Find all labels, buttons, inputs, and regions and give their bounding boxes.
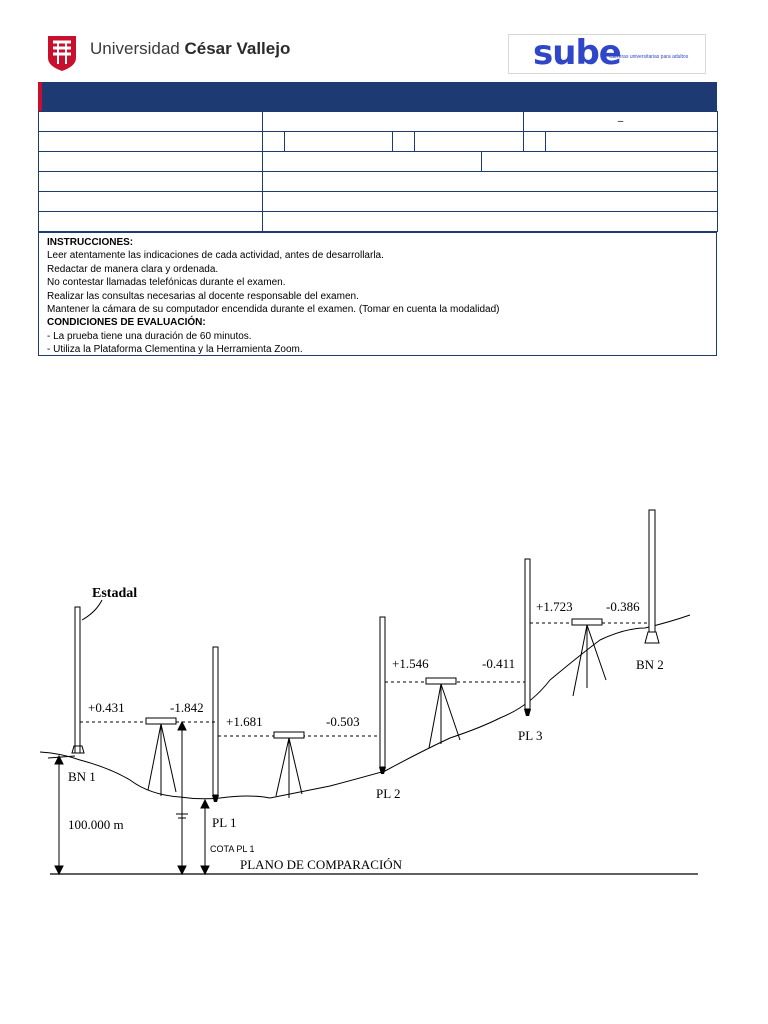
table-value-cell[interactable] [482,152,718,172]
table-value-cell[interactable] [263,192,718,212]
point-label: PL 1 [212,815,237,830]
cota-arrow [201,800,209,874]
table-label-cell [39,212,263,232]
table-label-cell [39,132,263,152]
table-value-cell[interactable] [524,132,546,152]
reading-fore: -0.386 [606,599,640,614]
elevation-arrow [55,756,63,874]
level-instrument [146,718,176,796]
table-label-cell [39,152,263,172]
table-value-cell[interactable] [263,172,718,192]
reading-fore: -1.842 [170,700,204,715]
table-label-cell [39,172,263,192]
instruction-line: Realizar las consultas necesarias al docente responsable del examen. [47,290,359,302]
terrain-profile [40,615,690,799]
reading-back: +1.723 [536,599,573,614]
sube-tagline: Carreras universitarias para adultos [609,54,689,60]
header-bar-accent [38,82,42,111]
form-header-bar [38,82,717,111]
instruction-line: Redactar de manera clara y ordenada. [47,263,219,275]
university-name: Universidad César Vallejo [90,39,291,58]
level-instrument [274,732,304,798]
staff-pl2 [379,617,386,774]
instruction-line: Leer atentamente las indicaciones de cada actividad, antes de desarrollarla. [47,250,384,262]
table-value-cell[interactable] [263,132,285,152]
staff-pointer [82,600,102,620]
instructions-title: INSTRUCCIONES: [47,237,134,248]
universidad-logo [46,34,316,74]
datum-label: PLANO DE COMPARACIÓN [240,857,403,872]
condition-line: - Utiliza la Plataforma Clementina y la Herramienta Zoom. [47,344,303,356]
staff-bn2 [645,510,659,643]
reading-fore: -0.411 [482,656,516,671]
point-label: BN 2 [636,657,664,672]
leveling-diagram [40,500,710,890]
reading-back: +0.431 [88,700,125,715]
instruction-line: Mantener la cámara de su computador encendida durante el examen. (Tomar en cuenta la modalidad) [47,304,500,316]
point-label: PL 2 [376,786,401,801]
point-label: PL 3 [518,728,543,743]
table-value-cell[interactable] [415,132,524,152]
table-value-cell[interactable] [546,132,718,152]
condition-line: - La prueba tiene una duración de 60 minutos. [47,330,252,342]
table-value-cell[interactable] [263,212,718,232]
datum-elevation: 100.000 m [68,817,124,832]
exam-info-table [38,111,718,232]
staff-label: Estadal [92,586,138,601]
table-value-cell[interactable] [263,152,482,172]
sube-logo [508,34,706,74]
cota-label: COTA PL 1 [210,844,255,854]
staff-pl3 [524,559,531,716]
staff-pl1 [212,647,219,802]
instruction-line: No contestar llamadas telefónicas durante el examen. [47,277,286,289]
instructions-box [38,232,717,356]
reading-fore: -0.503 [326,714,360,729]
point-label: BN 1 [68,769,96,784]
reading-back: +1.681 [226,714,263,729]
table-value-cell[interactable]: – [524,112,718,132]
level-instrument [426,678,460,748]
university-shield-icon [46,34,78,72]
table-value-cell[interactable] [393,132,415,152]
reading-back: +1.546 [392,656,429,671]
table-label-cell [39,112,263,132]
table-label-cell [39,192,263,212]
staff-bn1 [72,607,84,753]
conditions-title: CONDICIONES DE EVALUACIÓN: [47,317,206,329]
sube-logo-text: sube [533,33,621,73]
table-value-cell[interactable] [285,132,393,152]
table-value-cell[interactable] [263,112,524,132]
